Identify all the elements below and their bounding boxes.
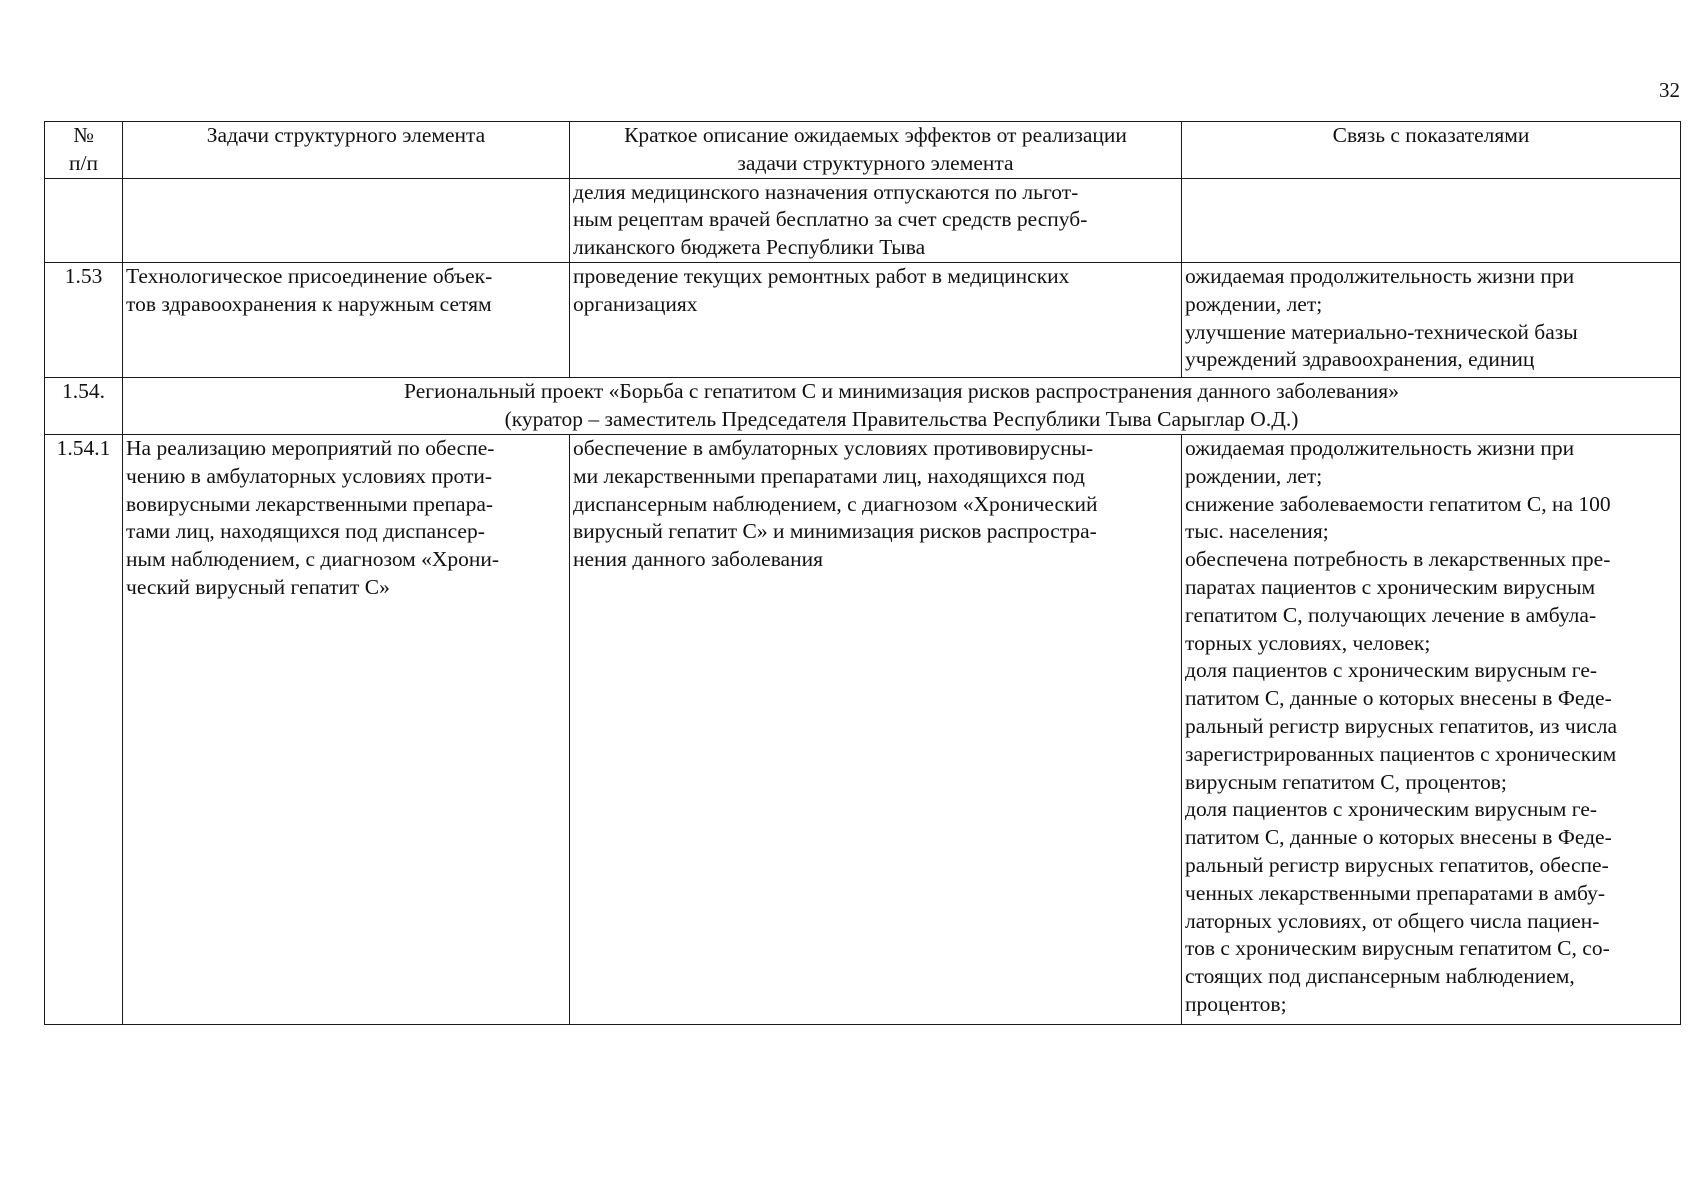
cell-line: зарегистрированных пациентов с хроническим xyxy=(1185,741,1617,766)
cell-line: чению в амбулаторных условиях проти- xyxy=(126,463,493,488)
cell-line: тов здравоохранения к наружным сетям xyxy=(126,291,492,316)
cell-effects xyxy=(570,178,1182,262)
header-num-line: п/п xyxy=(69,150,98,175)
cell-tasks xyxy=(123,178,570,262)
section-title-cell xyxy=(123,377,1681,434)
cell-line: ожидаемая продолжительность жизни при xyxy=(1185,263,1575,288)
cell-line: доля пациентов с хроническим вирусным ге- xyxy=(1185,797,1598,822)
table-header-row xyxy=(45,122,1681,179)
cell-indicators xyxy=(1182,178,1681,262)
header-effects-line: задачи структурного элемента xyxy=(737,150,1014,175)
cell-line: паратах пациентов с хроническим вирусным xyxy=(1185,574,1596,599)
header-effects-line: Краткое описание ожидаемых эффектов от реализации xyxy=(624,123,1127,147)
cell-line: ожидаемая продолжительность жизни при xyxy=(1185,435,1575,460)
header-tasks xyxy=(123,122,570,179)
cell-line: ным рецептам врачей бесплатно за счет средств респуб- xyxy=(573,207,1088,232)
table-row-continuation xyxy=(45,178,1681,262)
cell-line: обеспечение в амбулаторных условиях противовирусны- xyxy=(573,435,1094,460)
cell-line: торных условиях, человек; xyxy=(1185,630,1431,655)
cell-tasks xyxy=(123,262,570,377)
cell-line: диспансерным наблюдением, с диагнозом «Хронический xyxy=(573,491,1098,516)
cell-line: латорных условиях, от общего числа пациен- xyxy=(1185,908,1600,933)
cell-effects xyxy=(570,434,1182,1024)
cell-num xyxy=(45,434,123,1024)
cell-line: нения данного заболевания xyxy=(573,547,824,572)
cell-line: патитом С, данные о которых внесены в Феде- xyxy=(1185,825,1612,850)
structural-element-table xyxy=(44,121,1681,1025)
row-number: 1.54. xyxy=(62,378,105,403)
cell-line: вовирусными лекарственными препара- xyxy=(126,491,494,516)
table-row-1-54-1 xyxy=(45,434,1681,1024)
cell-line: процентов; xyxy=(1185,991,1287,1016)
cell-line: ченных лекарственными препаратами в амбу- xyxy=(1185,880,1606,905)
cell-line: тыс. населения; xyxy=(1185,519,1329,544)
cell-line: делия медицинского назначения отпускаются по льгот- xyxy=(573,179,1079,204)
cell-line: рождении, лет; xyxy=(1185,463,1323,488)
header-indicators xyxy=(1182,122,1681,179)
cell-line: снижение заболеваемости гепатитом С, на 100 xyxy=(1185,491,1611,516)
cell-line: На реализацию мероприятий по обеспе- xyxy=(126,435,495,460)
header-indicators-line: Связь с показателями xyxy=(1332,123,1530,147)
cell-line: патитом С, данные о которых внесены в Феде- xyxy=(1185,686,1612,711)
section-title-line: Региональный проект «Борьба с гепатитом С и минимизация рисков распространения данного заболевания» xyxy=(404,378,1399,403)
header-num-line: № xyxy=(73,123,94,147)
cell-line: ческий вирусный гепатит С» xyxy=(126,574,390,599)
cell-num xyxy=(45,262,123,377)
cell-line: организациях xyxy=(573,291,698,316)
cell-line: ральный регистр вирусных гепатитов, обеспе- xyxy=(1185,852,1609,877)
section-title-line: (куратор – заместитель Председателя Правительства Республики Тыва Сарыглар О.Д.) xyxy=(504,406,1299,431)
cell-line: обеспечена потребность в лекарственных пре- xyxy=(1185,547,1611,572)
cell-effects xyxy=(570,262,1182,377)
cell-line: ральный регистр вирусных гепатитов, из числа xyxy=(1185,713,1618,738)
cell-num xyxy=(45,178,123,262)
header-num xyxy=(45,122,123,179)
cell-line: гепатитом С, получающих лечение в амбула- xyxy=(1185,602,1597,627)
cell-line: ми лекарственными препаратами лиц, находящихся под xyxy=(573,463,1085,488)
cell-line: проведение текущих ремонтных работ в медицинских xyxy=(573,263,1070,288)
cell-line: вирусным гепатитом С, процентов; xyxy=(1185,769,1507,794)
page-number: 32 xyxy=(1659,78,1680,102)
header-tasks-line: Задачи структурного элемента xyxy=(206,123,486,147)
cell-line: ным наблюдением, с диагнозом «Хрони- xyxy=(126,547,500,572)
cell-line: тов с хроническим вирусным гепатитом С, со- xyxy=(1185,936,1610,961)
cell-line: рождении, лет; xyxy=(1185,291,1323,316)
cell-line: стоящих под диспансерным наблюдением, xyxy=(1185,964,1575,989)
cell-line: доля пациентов с хроническим вирусным ге- xyxy=(1185,658,1598,683)
table-row-1-53 xyxy=(45,262,1681,377)
cell-indicators xyxy=(1182,262,1681,377)
table-row-1-54 xyxy=(45,377,1681,434)
header-effects xyxy=(570,122,1182,179)
cell-num xyxy=(45,377,123,434)
cell-indicators xyxy=(1182,434,1681,1024)
cell-line: учреждений здравоохранения, единиц xyxy=(1185,347,1535,372)
cell-tasks xyxy=(123,434,570,1024)
cell-line: тами лиц, находящихся под диспансер- xyxy=(126,519,485,544)
cell-line: улучшение материально-технической базы xyxy=(1185,319,1578,344)
row-number: 1.53 xyxy=(64,263,103,288)
cell-line: ликанского бюджета Республики Тыва xyxy=(573,235,926,260)
cell-line: Технологическое присоединение объек- xyxy=(126,263,493,288)
cell-line: вирусный гепатит С» и минимизация рисков распростра- xyxy=(573,519,1097,544)
row-number: 1.54.1 xyxy=(56,435,111,460)
